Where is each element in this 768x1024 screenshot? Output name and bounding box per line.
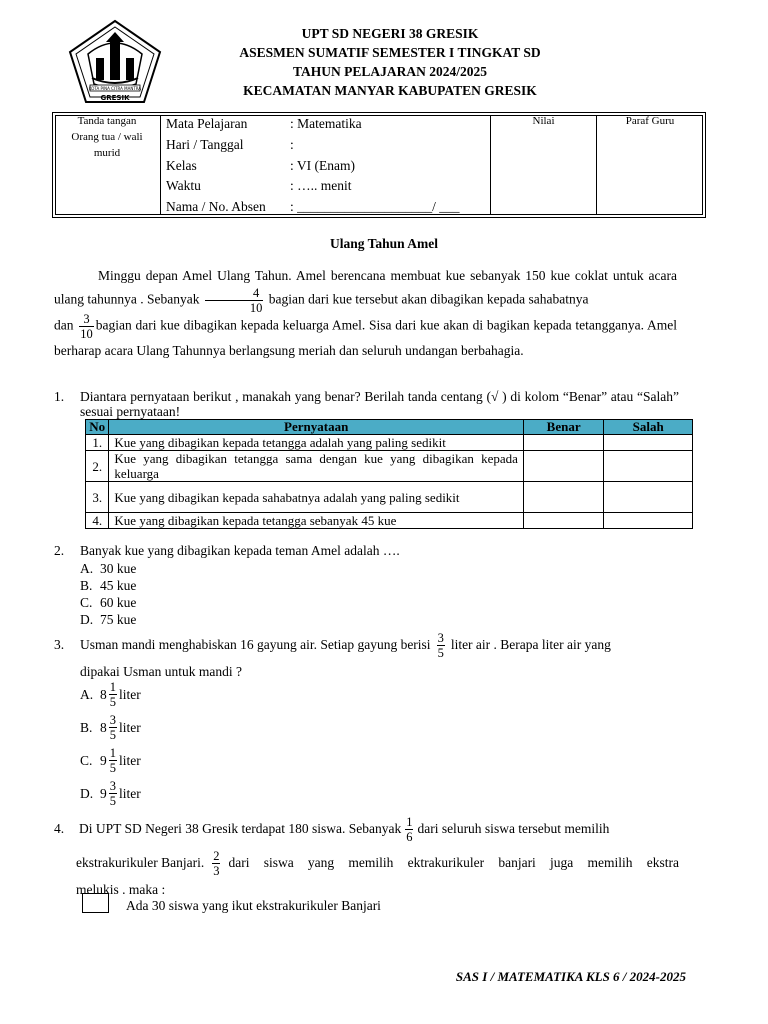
fraction [212,849,220,878]
option-letter: A. [80,687,94,702]
fraction-denominator: 5 [109,695,116,709]
col-true: Benar [523,420,603,435]
teacher-initial-cell[interactable]: Paraf Guru [625,115,675,127]
info-row-class [166,156,355,176]
false-check-cell[interactable] [604,451,693,482]
info-label: Hari / Tanggal [166,137,244,152]
unit: liter [119,786,141,801]
option-c[interactable] [80,746,141,775]
question-text: Banyak kue yang dibagikan kepada teman Amel adalah …. [80,543,400,558]
statement-text: Ada 30 siswa yang ikut ekstrakurikuler Banjari [126,898,381,913]
unit: liter [119,720,141,735]
info-row-subject [166,114,362,134]
info-label: Nama / No. Absen [166,199,266,214]
question-text: liter air . Berapa liter air yang [450,637,611,652]
info-divider [596,115,597,215]
question-number: 2. [54,543,65,558]
fraction-denominator: 10 [80,327,93,341]
header-school: UPT SD NEGERI 38 GRESIK [301,26,479,41]
fraction-numerator: 4 [205,286,264,301]
logo-motto: KOTA PINA CITRA MANTRA [88,86,142,91]
option-a[interactable] [80,560,136,577]
row-statement: Kue yang dibagikan kepada tetangga adalah yang paling sedikit [109,435,524,451]
col-statement: Pernyataan [109,420,524,435]
fraction [79,312,94,341]
question-text: Diantara pernyataan berikut , manakah yang benar? Berilah tanda centang (√ ) di kolom “Benar” atau “Salah” sesuai pernyataan! [80,389,679,419]
row-statement: Kue yang dibagikan kepada tetangga sebanyak 45 kue [109,513,524,529]
option-letter: C. [80,753,93,768]
info-value: : [290,137,294,152]
fraction-denominator: 5 [109,761,116,775]
fraction [109,713,117,742]
question-text: dari seluruh siswa tersebut memilih [417,821,610,836]
page-footer: SAS I / MATEMATIKA KLS 6 / 2024-2025 [455,969,686,984]
statement-table [85,419,693,529]
info-row-name[interactable] [166,197,460,217]
row-statement: Kue yang dibagikan kepada sahabatnya adalah yang paling sedikit [109,482,524,513]
option-letter: C. [80,595,93,610]
fraction-numerator: 1 [406,814,413,829]
info-value: : ….. menit [290,178,352,193]
parent-sign-line: Orang tua / wali [71,131,143,143]
true-check-cell[interactable] [523,451,603,482]
option-text: 60 kue [100,595,137,610]
fraction-numerator: 1 [109,680,116,694]
info-label: Mata Pelajaran [166,116,248,131]
fraction-denominator: 5 [109,794,116,808]
option-letter: B. [80,578,93,593]
option-text: 30 kue [100,561,137,576]
info-divider [160,115,161,215]
fraction-denominator: 3 [213,863,220,878]
option-c[interactable] [80,594,136,611]
fraction-numerator: 2 [213,848,220,863]
table-row [86,482,693,513]
header-exam: ASESMEN SUMATIF SEMESTER I TINGKAT SD [239,45,541,60]
info-divider [490,115,491,215]
fraction [437,631,445,660]
fraction-numerator: 3 [109,713,116,727]
table-header-row [86,420,693,435]
true-check-cell[interactable] [523,435,603,451]
parent-signature-cell[interactable] [56,113,158,161]
info-row-date[interactable] [166,135,294,155]
fraction-numerator: 3 [437,630,444,645]
question-3 [54,628,679,680]
whole-number: 8 [100,687,107,702]
option-letter: D. [80,612,94,627]
question-number: 4. [54,821,65,836]
row-number: 3. [86,482,109,513]
fraction [405,815,413,844]
fraction [109,746,117,775]
story-paragraph-1 [54,266,677,315]
fraction-numerator: 1 [109,746,116,760]
option-text: 75 kue [100,612,137,627]
story-text: bagian dari kue tersebut akan dibagikan kepada sahabatnya [268,291,589,307]
question-text: melukis . maka : [76,882,166,897]
info-value: : Matematika [290,116,362,131]
story-text: Minggu depan Amel Ulang Tahun. Amel berencana membuat kue sebanyak 150 kue coklat untuk acara ulang tahunnya . Sebanyak [54,268,677,307]
question-text: ekstrakurikuler Banjari. [76,855,205,870]
false-check-cell[interactable] [604,435,693,451]
fraction-numerator: 3 [79,312,94,327]
false-check-cell[interactable] [604,513,693,529]
row-number: 1. [86,435,109,451]
question-text: dari siswa yang memilih ektrakurikuler banjari juga memilih ekstra [228,855,679,870]
question-number: 1. [54,389,65,404]
table-row [86,451,693,482]
score-cell[interactable]: Nilai [532,115,555,127]
fraction-denominator: 5 [437,645,444,660]
question-text: Usman mandi menghabiskan 16 gayung air. Setiap gayung berisi [80,637,431,652]
option-d[interactable] [80,779,141,808]
whole-number: 9 [100,786,107,801]
story-text: bagian dari kue dibagikan kepada keluarga Amel. Sisa dari kue akan di bagikan kepada tetangganya. Amel berharap acara Ulang Tahunnya berlangsung meriah dan seluruh undangan berbahagia. [54,317,677,358]
unit: liter [119,753,141,768]
logo-text: GRESIK [100,94,130,102]
fraction-denominator: 6 [406,829,413,844]
question-text: dipakai Usman untuk mandi ? [80,664,242,679]
option-a[interactable] [80,680,141,709]
fraction-denominator: 10 [249,301,263,315]
row-number: 2. [86,451,109,482]
option-letter: A. [80,561,94,576]
row-number: 4. [86,513,109,529]
question-4 [54,812,679,898]
question-number: 3. [54,637,65,652]
col-no: No [86,420,109,435]
info-row-time [166,176,352,196]
row-statement: Kue yang dibagikan tetangga sama dengan kue yang dibagikan kepada keluarga [109,451,524,482]
option-b[interactable] [80,713,141,742]
unit: liter [119,687,141,702]
name-field[interactable]: : ____________________/ ___ [290,199,460,214]
story-title: Ulang Tahun Amel [329,236,439,251]
table-row [86,435,693,451]
option-d[interactable] [80,611,136,628]
story-paragraph-2 [54,312,677,361]
question-text: Di UPT SD Negeri 38 Gresik terdapat 180 siswa. Sebanyak [79,821,402,836]
col-false: Salah [604,420,693,435]
header-district: KECAMATAN MANYAR KABUPATEN GRESIK [243,83,537,98]
question-2 [54,543,400,559]
fraction [109,779,117,808]
false-check-cell[interactable] [604,482,693,513]
fraction [109,680,117,709]
parent-sign-line: murid [93,147,121,159]
option-letter: B. [80,720,93,735]
fraction [205,286,264,315]
option-text: 45 kue [100,578,137,593]
header-year: TAHUN PELAJARAN 2024/2025 [292,64,487,79]
info-value: : VI (Enam) [290,158,355,173]
fraction-numerator: 3 [109,779,116,793]
question-1 [54,389,679,419]
info-label: Kelas [166,158,197,173]
whole-number: 8 [100,720,107,735]
option-letter: D. [80,786,94,801]
whole-number: 9 [100,753,107,768]
true-check-cell[interactable] [523,513,603,529]
parent-sign-line: Tanda tangan [77,115,137,127]
fraction-denominator: 5 [109,728,116,742]
info-label: Waktu [166,178,201,193]
option-b[interactable] [80,577,136,594]
true-check-cell[interactable] [523,482,603,513]
answer-checkbox[interactable] [82,893,109,913]
table-row [86,513,693,529]
story-text: dan [54,317,74,333]
